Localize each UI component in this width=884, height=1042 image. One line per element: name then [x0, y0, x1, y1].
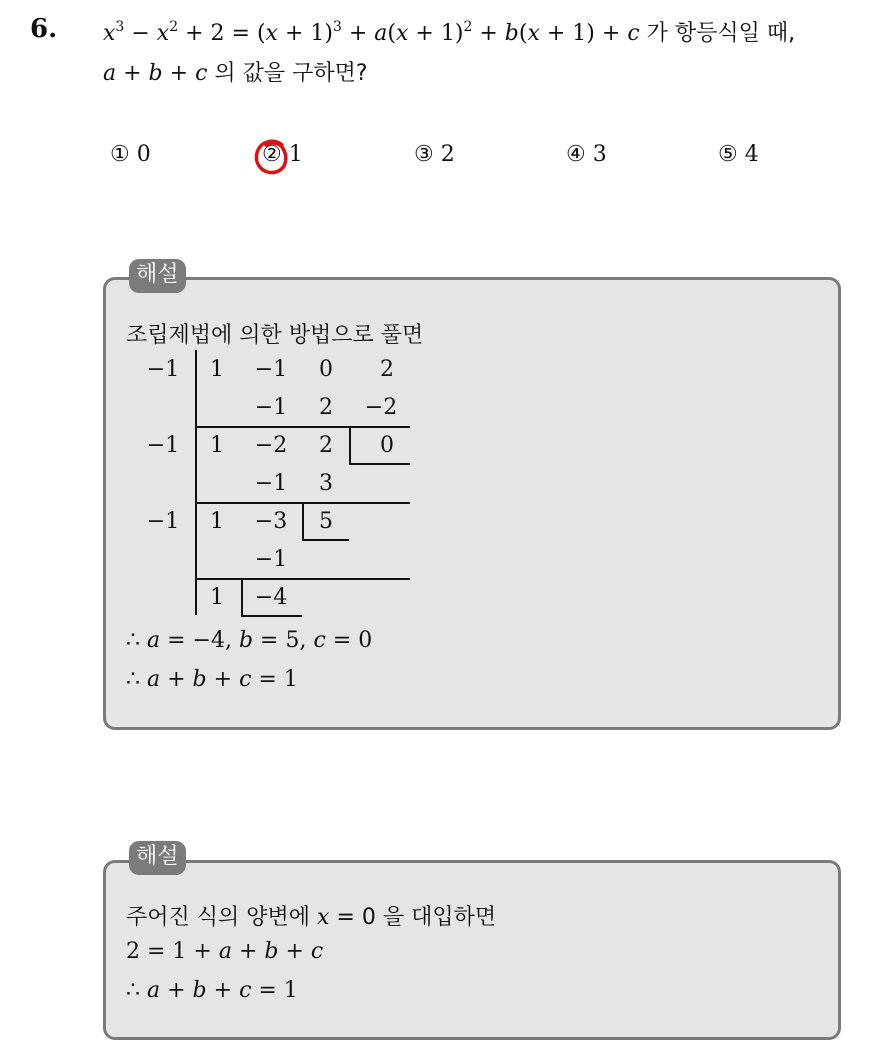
cell: 1: [210, 585, 224, 610]
choice-5[interactable]: ⑤ 4: [718, 142, 759, 167]
remainder-3: −4: [254, 585, 288, 610]
divisor-3: −1: [146, 509, 180, 534]
solution-1-intro: 조립제법에 의한 방법으로 풀면: [126, 323, 424, 348]
divisor-2: −1: [146, 433, 180, 458]
cell: 1: [210, 509, 224, 534]
cell: −2: [364, 395, 398, 420]
cell: 1: [210, 433, 224, 458]
remainder-bracket: [349, 463, 410, 465]
cell: −1: [254, 395, 288, 420]
divisor-1: −1: [146, 357, 180, 382]
solution-tag-1: 해설: [129, 259, 186, 293]
choice-2[interactable]: ② 1: [262, 142, 303, 167]
remainder-1: 0: [380, 433, 394, 458]
division-line: [195, 578, 410, 580]
cell: −3: [254, 509, 288, 534]
cell: −2: [254, 433, 288, 458]
question-line-2: a + b + c 의 값을 구하면?: [103, 61, 368, 86]
choice-3[interactable]: ③ 2: [414, 142, 455, 167]
question-number: 6.: [30, 14, 58, 44]
solution-1-conclusion-2: ∴ a + b + c = 1: [126, 667, 298, 692]
cell: 3: [319, 471, 333, 496]
cell: −1: [254, 357, 288, 382]
question-line-1: $x^3 - x^2 + 2 = (x + 1)^3 + a(x + 1)^2 + b(x + 1) + c$ 가 항등식일 때,: [103, 19, 796, 46]
remainder-2: 5: [319, 509, 333, 534]
cell: −1: [254, 471, 288, 496]
remainder-bracket: [302, 502, 304, 540]
cell: −1: [254, 547, 288, 572]
remainder-bracket: [241, 615, 302, 617]
solution-tag-2: 해설: [129, 841, 186, 875]
solution-2-line-3: ∴ a + b + c = 1: [126, 978, 298, 1003]
remainder-bracket: [241, 578, 243, 616]
division-vertical-line: [195, 350, 197, 615]
division-line: [195, 426, 410, 428]
cell: 2: [319, 433, 333, 458]
solution-2-line-1: 주어진 식의 양변에 x = 0 을 대입하면: [126, 905, 497, 930]
remainder-bracket: [349, 426, 351, 464]
choice-4[interactable]: ④ 3: [566, 142, 607, 167]
solution-2-line-2: 2 = 1 + a + b + c: [126, 939, 324, 964]
cell: 2: [380, 357, 394, 382]
cell: 0: [319, 357, 333, 382]
solution-1-conclusion-1: ∴ a = −4, b = 5, c = 0: [126, 628, 373, 653]
remainder-bracket: [302, 539, 349, 541]
cell: 2: [319, 395, 333, 420]
choice-1[interactable]: ① 0: [110, 142, 151, 167]
answer-circle-mark: [252, 137, 292, 177]
cell: 1: [210, 357, 224, 382]
